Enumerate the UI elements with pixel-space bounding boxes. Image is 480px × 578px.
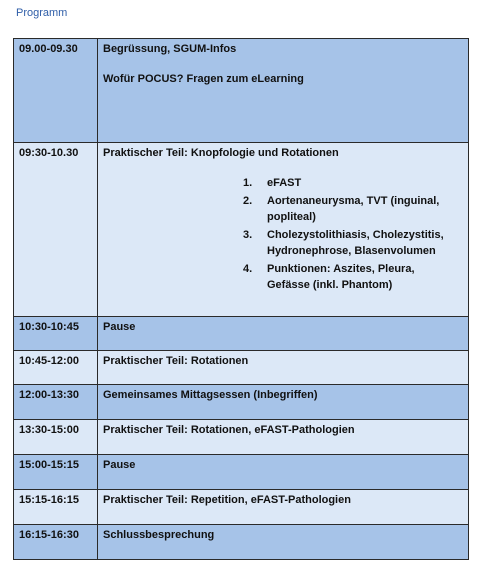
- list-item-text: Aortenaneurysma, TVT (inguinal, popliteal): [267, 195, 440, 223]
- table-row: [14, 490, 469, 525]
- list-item: 2. Aortenaneurysma, TVT (inguinal, popliteal): [243, 193, 453, 225]
- topic-cell: [98, 490, 469, 525]
- table-row: [14, 385, 469, 420]
- topic-text: Schlussbesprechung: [103, 529, 215, 541]
- topic-text: Begrüssung, SGUM-Infos: [103, 43, 237, 55]
- topic-cell: [98, 525, 469, 560]
- page-heading: Programm: [16, 7, 68, 19]
- time-cell: [14, 490, 98, 525]
- topic-text: Praktischer Teil: Knopfologie und Rotationen: [103, 147, 339, 159]
- list-item-text: Punktionen: Aszites, Pleura, Gefässe (inkl. Phantom): [267, 263, 415, 291]
- time-cell: [14, 351, 98, 385]
- list-item: 1. eFAST: [243, 175, 453, 191]
- table-row: [14, 143, 469, 317]
- time-text: 13:30-15:00: [19, 424, 79, 436]
- topic-cell: [98, 39, 469, 143]
- topic-cell: [98, 455, 469, 490]
- topic-cell: [98, 143, 469, 317]
- topic-text: Praktischer Teil: Rotationen: [103, 355, 249, 367]
- table-row: [14, 455, 469, 490]
- table-row: [14, 39, 469, 143]
- time-cell: [14, 143, 98, 317]
- time-text: 09:30-10.30: [19, 147, 79, 159]
- list-item: 3. Cholezystolithiasis, Cholezystitis, Hydronephrose, Blasenvolumen: [243, 227, 453, 259]
- table-row: [14, 317, 469, 351]
- table-row: [14, 525, 469, 560]
- time-cell: [14, 385, 98, 420]
- topic-cell: [98, 351, 469, 385]
- time-text: 16:15-16:30: [19, 529, 79, 541]
- time-text: 10:45-12:00: [19, 355, 79, 367]
- topic-text: Pause: [103, 459, 136, 471]
- table-row: [14, 351, 469, 385]
- list-item-text: Cholezystolithiasis, Cholezystitis, Hydronephrose, Blasenvolumen: [267, 229, 444, 257]
- table-row: [14, 420, 469, 455]
- list-item: 4. Punktionen: Aszites, Pleura, Gefässe (inkl. Phantom): [243, 261, 453, 293]
- time-cell: [14, 525, 98, 560]
- topic-text: Wofür POCUS? Fragen zum eLearning: [103, 73, 304, 85]
- topic-list: [243, 175, 453, 293]
- time-text: 15:00-15:15: [19, 459, 79, 471]
- time-cell: [14, 420, 98, 455]
- topic-cell: [98, 317, 469, 351]
- time-text: 12:00-13:30: [19, 389, 79, 401]
- time-cell: [14, 455, 98, 490]
- topic-text: Pause: [103, 321, 136, 333]
- topic-cell: [98, 420, 469, 455]
- program-table: [13, 38, 469, 560]
- list-item-text: eFAST: [267, 177, 302, 189]
- time-text: 10:30-10:45: [19, 321, 79, 333]
- topic-text: Praktischer Teil: Repetition, eFAST-Pathologien: [103, 494, 351, 506]
- topic-cell: [98, 385, 469, 420]
- time-cell: [14, 317, 98, 351]
- time-text: 15:15-16:15: [19, 494, 79, 506]
- time-text: 09.00-09.30: [19, 43, 78, 55]
- topic-text: Praktischer Teil: Rotationen, eFAST-Pathologien: [103, 424, 355, 436]
- topic-text: Gemeinsames Mittagsessen (Inbegriffen): [103, 389, 318, 401]
- time-cell: [14, 39, 98, 143]
